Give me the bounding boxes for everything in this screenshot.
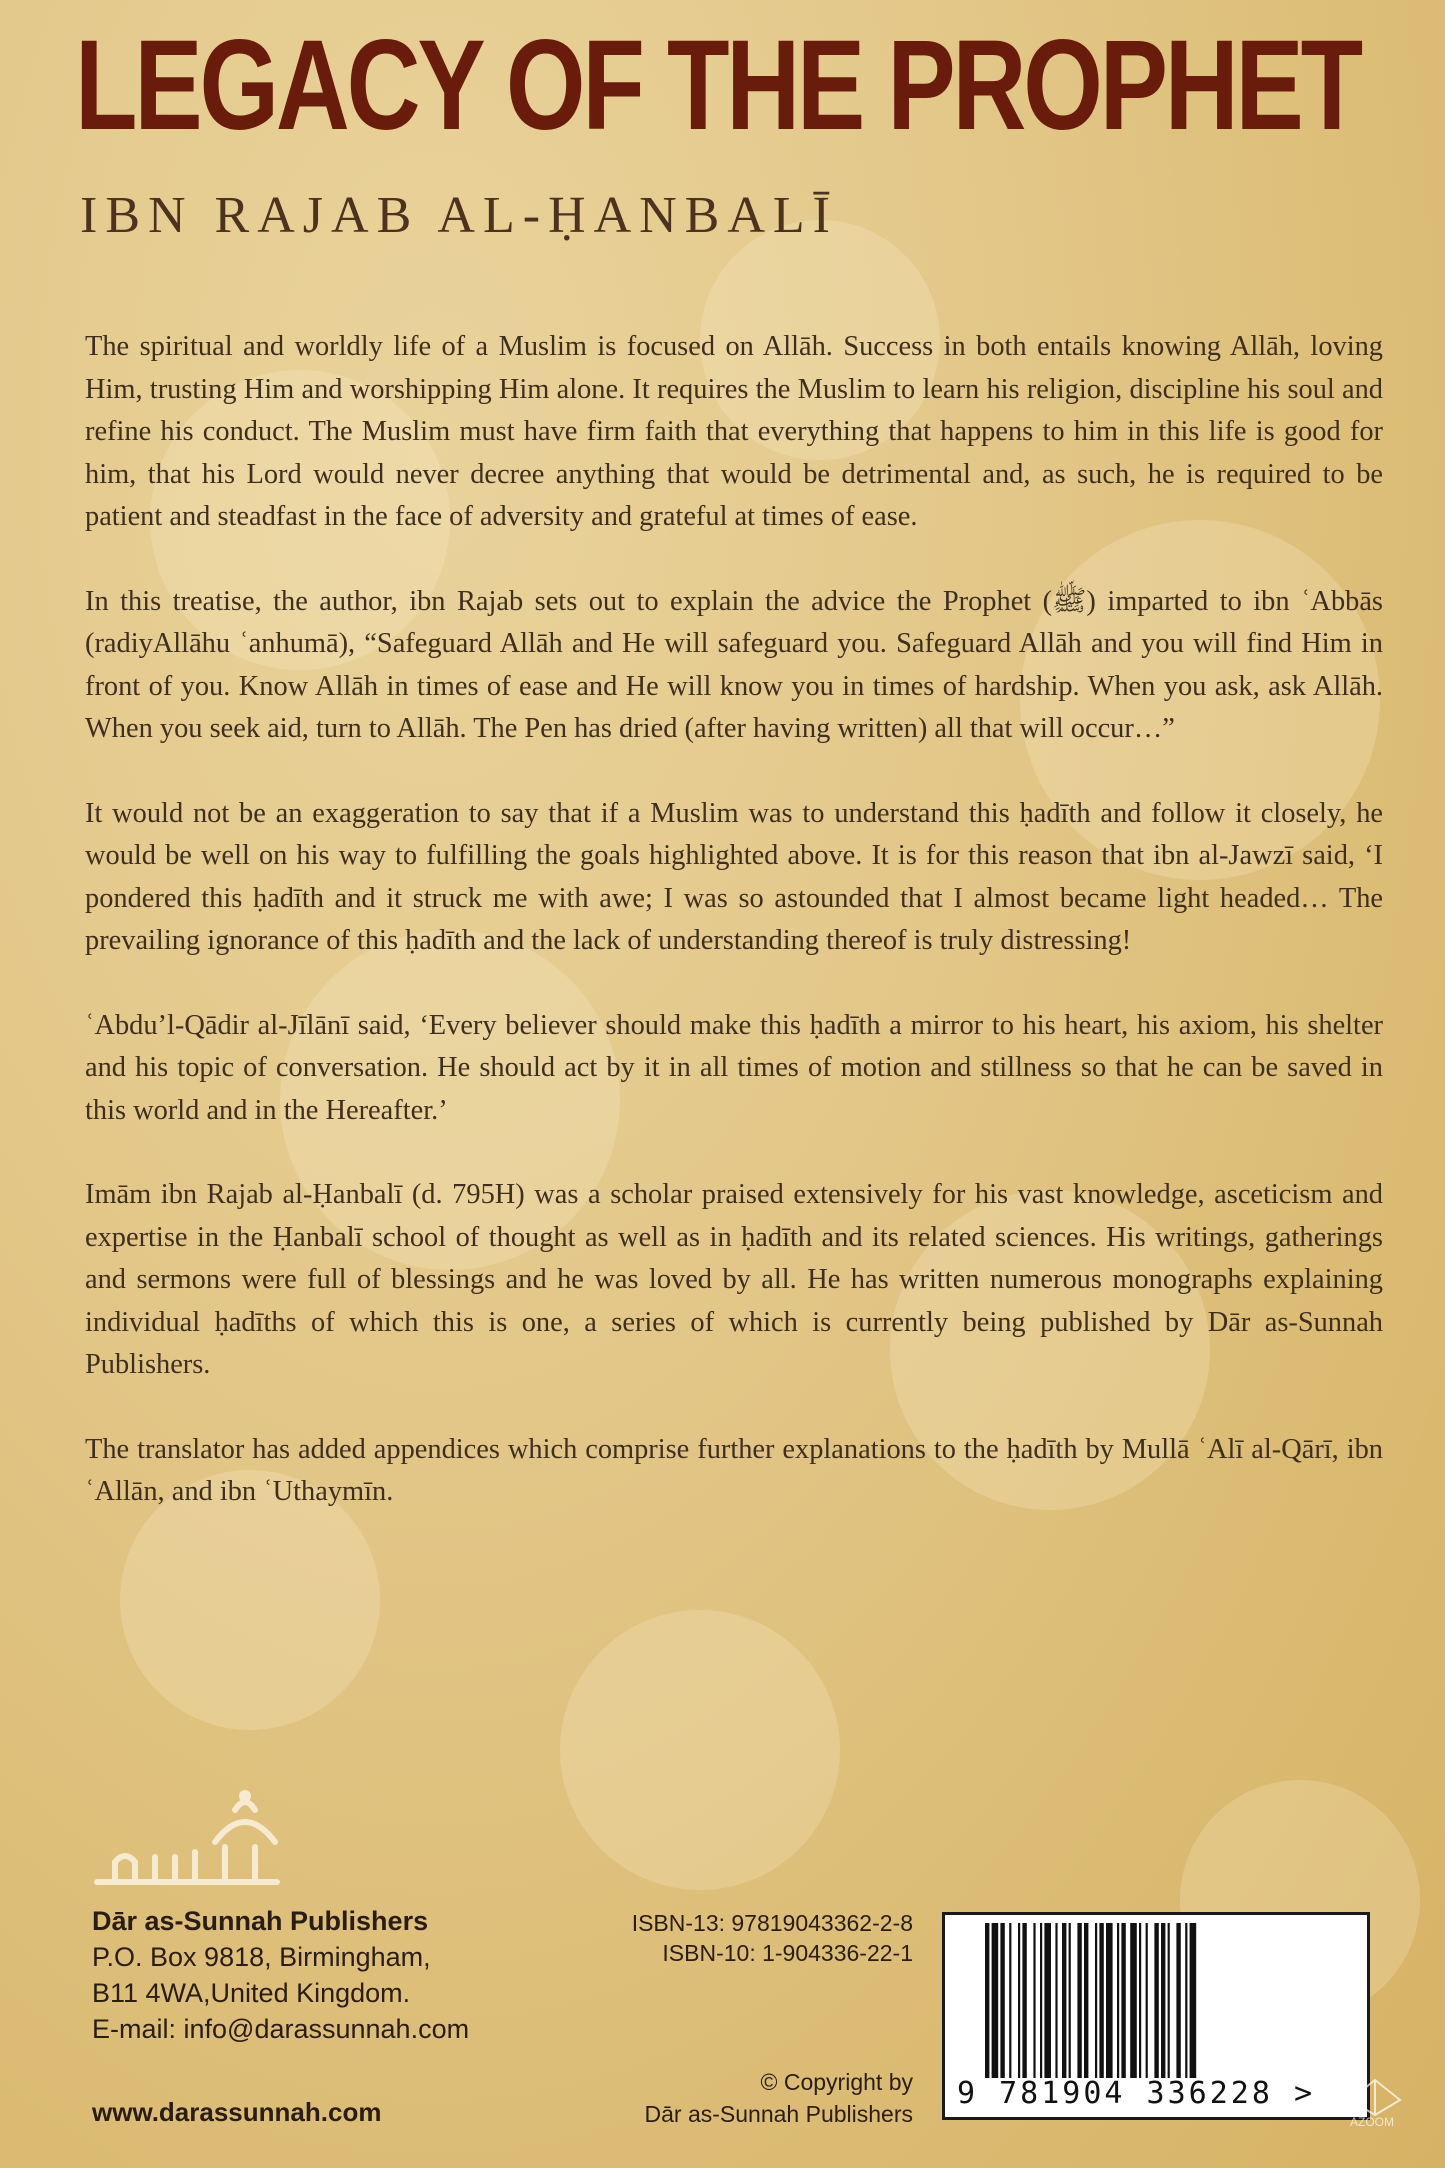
barcode-bar	[1022, 1923, 1026, 2078]
dar-as-sunnah-logo-icon	[85, 1782, 305, 1902]
barcode-bars	[985, 1923, 1335, 2078]
book-title: LEGACY OF THE PROPHET	[75, 14, 1360, 157]
copyright-line: © Copyright by	[760, 2069, 913, 2095]
barcode-bar	[1190, 1923, 1197, 2078]
copyright-publisher: Dār as-Sunnah Publishers	[644, 2101, 913, 2127]
barcode-bar	[1099, 1923, 1103, 2078]
barcode-bar	[1062, 1923, 1066, 2078]
isbn-10: ISBN-10: 1-904336-22-1	[662, 1940, 913, 1966]
blurb-paragraph: The spiritual and worldly life of a Muslim is focused on Allāh. Success in both entails knowing Allāh, loving Him, trusting Him and worshipping Him alone. It requires the Muslim to learn his religion, discipline his soul and refine his conduct. The Muslim must have firm faith that everything that happens to him in this life is good for him, that his Lord would never decree anything that would be detrimental and, as such, he is required to be patient and steadfast in the face of adversity and grateful at times of ease.	[85, 331, 1383, 532]
barcode-bar	[1040, 1923, 1042, 2078]
publisher-address-line: B11 4WA,United Kingdom.	[92, 1978, 411, 2008]
barcode-bar	[1146, 1923, 1148, 2078]
barcode-bar	[1106, 1923, 1113, 2078]
isbn-13: ISBN-13: 97819043362-2-8	[631, 1910, 913, 1936]
barcode-bar	[1139, 1923, 1141, 2078]
barcode-bar	[1033, 1923, 1035, 2078]
blurb-paragraph: ʿAbdu’l-Qādir al-Jīlānī said, ‘Every believer should make this ḥadīth a mirror to his heart, his axiom, his shelter and his topic of conversation. He should act by it in all times of motion and stillness so that he can be saved in this world and in the Hereafter.’	[85, 1009, 1383, 1126]
publisher-address-line: P.O. Box 9818, Birmingham,	[92, 1942, 431, 1972]
blurb	[85, 326, 1383, 1556]
isbn-block	[632, 1908, 913, 1968]
barcode-bar	[1154, 1923, 1158, 2078]
barcode-bar	[1176, 1923, 1180, 2078]
barcode-bar	[985, 1923, 989, 2078]
blurb-paragraph: In this treatise, the author, ibn Rajab sets out to explain the advice the Prophet (ﷺ) imparted to ibn ʿAbbās (radiyAllāhu ʿanhumā), “Safeguard Allāh and He will safeguard you. Safeguard Allāh and you will find Him in front of you. Know Allāh in times of ease and He will know you in times of hardship. When you ask, ask Allāh. When you seek aid, turn to Allāh. The Pen has dried (after having written) all that will occur…”	[85, 585, 1383, 744]
barcode-bar	[1055, 1923, 1057, 2078]
svg-text:AZOOM: AZOOM	[1350, 2115, 1394, 2129]
barcode-bar	[1095, 1923, 1097, 2078]
blurb-paragraph: It would not be an exaggeration to say that if a Muslim was to understand this ḥadīth and follow it closely, he would be well on his way to fulfilling the goals highlighted above. It is for this reason that ibn al-Jawzī said, ‘I pondered this ḥadīth and it struck me with awe; I was so astounded that I almost became light headed… The prevailing ignorance of this ḥadīth and the lack of understanding thereof is truly distressing!	[85, 797, 1383, 956]
publisher-website: www.darassunnah.com	[92, 2097, 382, 2127]
publisher-info	[92, 1903, 469, 2047]
barcode-bar	[1121, 1923, 1125, 2078]
barcode-bar	[1077, 1923, 1081, 2078]
barcode-bar	[1009, 1923, 1011, 2078]
barcode-bar	[1185, 1923, 1187, 2078]
barcode	[942, 1912, 1370, 2120]
barcode-bar	[1069, 1923, 1071, 2078]
blurb-paragraph: The translator has added appendices which comprise further explanations to the ḥadīth by Mullā ʿAlī al-Qārī, ibn ʿAllān, and ibn ʿUthaymīn.	[85, 1433, 1383, 1507]
publisher-email: E-mail: info@darassunnah.com	[92, 2014, 470, 2044]
blurb-paragraph: Imām ibn Rajab al-Ḥanbalī (d. 795H) was a scholar praised extensively for his vast knowledge, asceticism and expertise in the Ḥanbalī school of thought as well as in ḥadīth and its related sciences. His writings, gatherings and sermons were full of blessings and he was loved by all. He has written numerous monographs explaining individual ḥadīths of which this is one, a series of which is currently being published by Dār as-Sunnah Publishers.	[85, 1179, 1383, 1380]
copyright-block	[645, 2066, 913, 2130]
barcode-bar	[1130, 1923, 1137, 2078]
barcode-bar	[1168, 1923, 1170, 2078]
barcode-digits: 9 781904 336228 >	[957, 2076, 1316, 2111]
barcode-bar	[1018, 1923, 1020, 2078]
book-author: IBN RAJAB AL-ḤANBALĪ	[80, 187, 838, 244]
barcode-bar	[992, 1923, 999, 2078]
barcode-bar	[1000, 1923, 1004, 2078]
barcode-bar	[1044, 1923, 1051, 2078]
barcode-bar	[1084, 1923, 1088, 2078]
publisher-name: Dār as-Sunnah Publishers	[92, 1906, 429, 1936]
zoom-watermark-icon	[1340, 2060, 1410, 2130]
barcode-bar	[1117, 1923, 1119, 2078]
barcode-bar	[1161, 1923, 1165, 2078]
